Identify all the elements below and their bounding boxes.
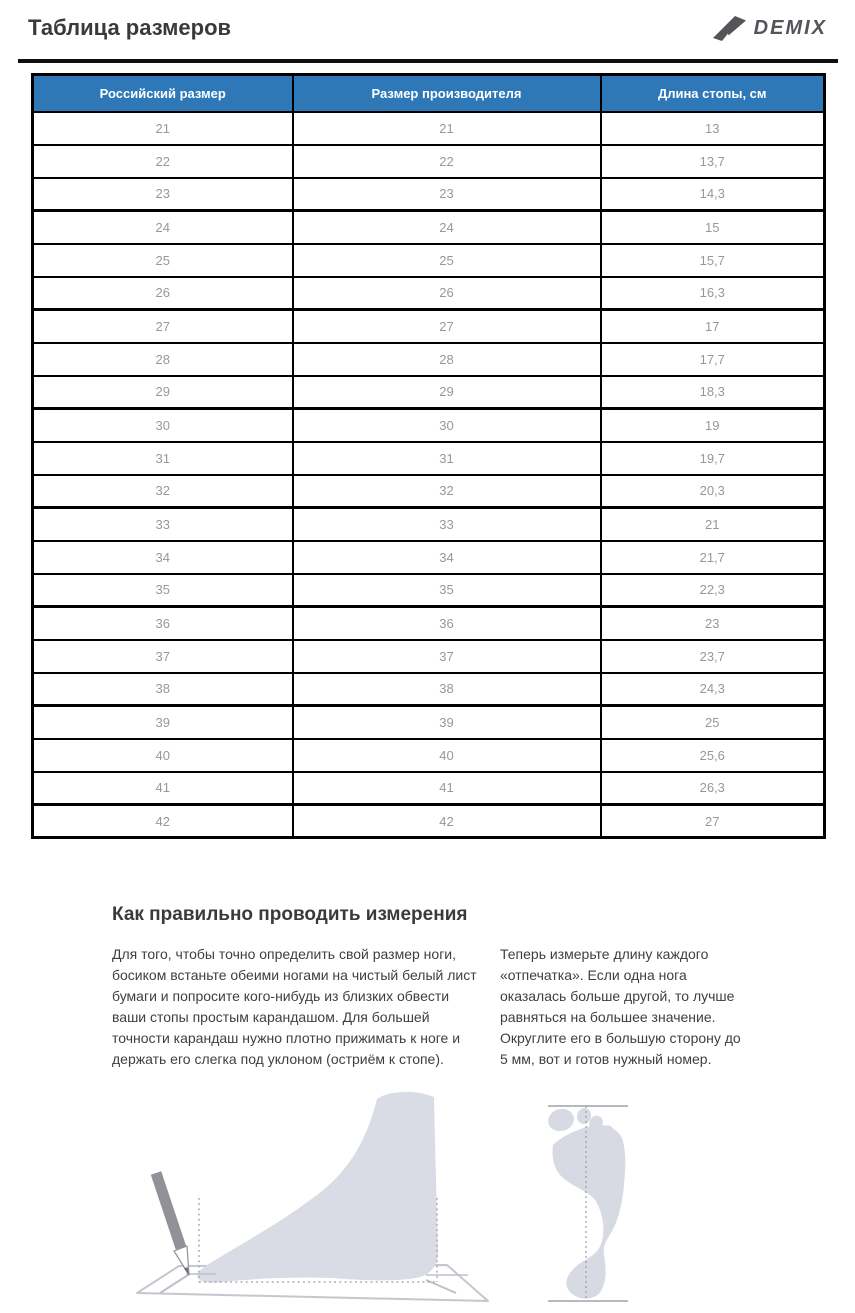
- table-row: [33, 178, 825, 211]
- table-cell: 21: [33, 112, 293, 145]
- table-cell: 15,7: [601, 244, 825, 277]
- table-cell: 41: [33, 772, 293, 805]
- brand-name: DEMIX: [753, 16, 827, 39]
- table-row: [33, 310, 825, 343]
- table-cell: 29: [33, 376, 293, 409]
- table-cell: 34: [293, 541, 601, 574]
- table-cell: 15: [601, 211, 825, 244]
- table-row: [33, 541, 825, 574]
- table-cell: 38: [293, 673, 601, 706]
- table-row: [33, 640, 825, 673]
- table-row: [33, 607, 825, 640]
- table-cell: 25: [33, 244, 293, 277]
- table-cell: 35: [293, 574, 601, 607]
- table-cell: 17,7: [601, 343, 825, 376]
- table-cell: 37: [293, 640, 601, 673]
- table-cell: 42: [33, 805, 293, 838]
- table-cell: 29: [293, 376, 601, 409]
- table-header-row: [33, 75, 825, 112]
- table-cell: 26: [293, 277, 601, 310]
- table-cell: 22: [33, 145, 293, 178]
- table-cell: 18,3: [601, 376, 825, 409]
- table-cell: 24: [293, 211, 601, 244]
- measurement-text: [112, 944, 760, 1070]
- demix-arrow-icon: [711, 14, 747, 42]
- table-row: [33, 112, 825, 145]
- table-body: [33, 112, 825, 838]
- table-cell: 28: [293, 343, 601, 376]
- table-cell: 37: [33, 640, 293, 673]
- table-cell: 39: [293, 706, 601, 739]
- illustrations-area: [0, 1085, 855, 1313]
- table-cell: 23: [601, 607, 825, 640]
- table-cell: 25: [601, 706, 825, 739]
- table-row: [33, 442, 825, 475]
- column-header-manufacturer-size: Размер производителя: [293, 75, 601, 112]
- table-cell: 21: [601, 508, 825, 541]
- table-cell: 38: [33, 673, 293, 706]
- table-cell: 22,3: [601, 574, 825, 607]
- measurement-column-right: [500, 944, 752, 1070]
- table-row: [33, 475, 825, 508]
- table-cell: 31: [33, 442, 293, 475]
- table-cell: 13: [601, 112, 825, 145]
- table-cell: 36: [293, 607, 601, 640]
- table-row: [33, 673, 825, 706]
- table-cell: 14,3: [601, 178, 825, 211]
- table-cell: 24,3: [601, 673, 825, 706]
- table-row: [33, 277, 825, 310]
- page-header: [28, 14, 827, 42]
- divider-rule: [18, 59, 838, 63]
- table-cell: 23: [33, 178, 293, 211]
- table-row: [33, 574, 825, 607]
- table-cell: 42: [293, 805, 601, 838]
- table-cell: 30: [293, 409, 601, 442]
- column-header-russian-size: Российский размер: [33, 75, 293, 112]
- size-table: [31, 73, 826, 839]
- table-cell: 17: [601, 310, 825, 343]
- table-row: [33, 211, 825, 244]
- pencil-icon: [156, 1173, 189, 1275]
- table-cell: 32: [293, 475, 601, 508]
- brand-logo: [711, 14, 827, 42]
- table-cell: 40: [293, 739, 601, 772]
- table-cell: 34: [33, 541, 293, 574]
- table-cell: 19,7: [601, 442, 825, 475]
- table-cell: 21: [293, 112, 601, 145]
- table-row: [33, 145, 825, 178]
- table-cell: 32: [33, 475, 293, 508]
- table-cell: 36: [33, 607, 293, 640]
- table-row: [33, 508, 825, 541]
- column-header-foot-length: Длина стопы, см: [601, 75, 825, 112]
- table-row: [33, 343, 825, 376]
- table-cell: 25: [293, 244, 601, 277]
- table-cell: 31: [293, 442, 601, 475]
- table-cell: 33: [293, 508, 601, 541]
- table-cell: 30: [33, 409, 293, 442]
- table-row: [33, 805, 825, 838]
- table-row: [33, 376, 825, 409]
- table-cell: 25,6: [601, 739, 825, 772]
- table-cell: 13,7: [601, 145, 825, 178]
- table-cell: 27: [33, 310, 293, 343]
- table-cell: 33: [33, 508, 293, 541]
- table-cell: 22: [293, 145, 601, 178]
- foot-silhouette: [198, 1092, 439, 1283]
- table-cell: 20,3: [601, 475, 825, 508]
- table-cell: 23,7: [601, 640, 825, 673]
- table-row: [33, 706, 825, 739]
- table-cell: 28: [33, 343, 293, 376]
- foot-tracing-illustration: [100, 1085, 500, 1310]
- table-cell: 40: [33, 739, 293, 772]
- page-title: Таблица размеров: [28, 15, 232, 40]
- table-cell: 27: [293, 310, 601, 343]
- table-cell: 35: [33, 574, 293, 607]
- measurement-paragraph-left: Для того, чтобы точно определить свой размер ноги, босиком встаньте обеими ногами на чистый белый лист бумаги и попросите кого-нибудь из близких обвести ваши стопы простым карандашом. Для большей точности карандаш нужно плотно прижимать к ноге и держать его слегка под уклоном (остриём к стопе).: [112, 946, 477, 1067]
- table-cell: 19: [601, 409, 825, 442]
- table-row: [33, 739, 825, 772]
- measurement-paragraph-right: Теперь измерьте длину каждого «отпечатка». Если одна нога оказалась больше другой, то лучше равняться на большее значение. Округлите его в большую сторону до 5 мм, вот и готов нужный номер.: [500, 946, 741, 1067]
- measurement-heading: Как правильно проводить измерения: [112, 904, 468, 925]
- measurement-column-left: [112, 944, 484, 1070]
- table-cell: 16,3: [601, 277, 825, 310]
- table-cell: 23: [293, 178, 601, 211]
- table-cell: 26,3: [601, 772, 825, 805]
- table-row: [33, 244, 825, 277]
- table-cell: 24: [33, 211, 293, 244]
- table-cell: 39: [33, 706, 293, 739]
- table-row: [33, 409, 825, 442]
- footprint-illustration: [540, 1098, 640, 1308]
- table-cell: 41: [293, 772, 601, 805]
- table-cell: 27: [601, 805, 825, 838]
- table-cell: 21,7: [601, 541, 825, 574]
- table-cell: 26: [33, 277, 293, 310]
- table-row: [33, 772, 825, 805]
